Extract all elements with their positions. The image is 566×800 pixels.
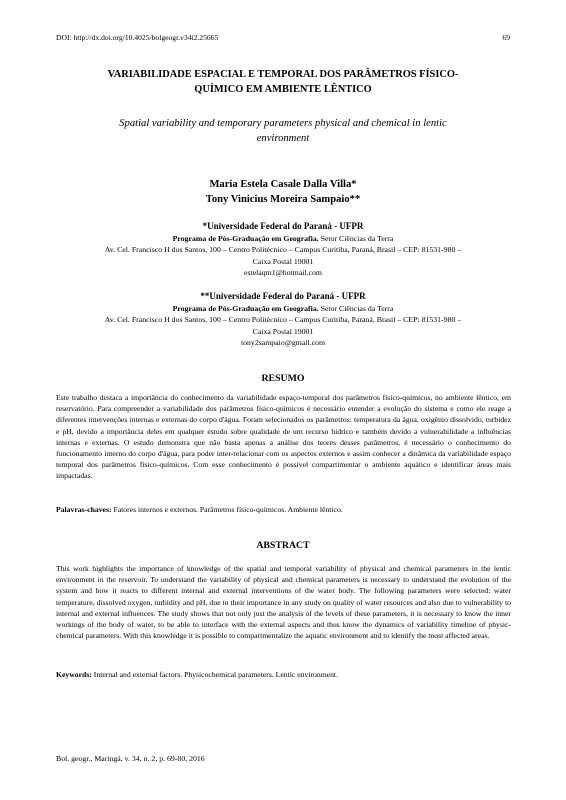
- subtitle-line-2: environment: [256, 133, 310, 144]
- doi-link[interactable]: DOI: http://dx.doi.org/10.4025/bolgeogr.v34i2.25665: [56, 33, 219, 42]
- affiliation-email[interactable]: tony2sampaio@gmail.com: [240, 338, 326, 348]
- title-line-1: VARIABILIDADE ESPACIAL E TEMPORAL DOS PARÂMETROS FÍSICO-: [107, 69, 459, 80]
- affiliation-institution: **Universidade Federal do Paraná - UFPR: [200, 291, 366, 301]
- paper-title: [50, 67, 516, 97]
- subtitle-line-1: Spatial variability and temporary parameters physical and chemical in lentic: [119, 118, 447, 129]
- affiliation-email[interactable]: estelaqm1@hotmail.com: [244, 268, 322, 278]
- affiliation-address: Av. Cel. Francisco H dos Santos, 100 – Centro Politécnico – Campus Curitiba, Paraná, Brasil – CEP: 81531-980 –: [104, 245, 462, 255]
- affiliation-sector: Setor Ciências da Terra: [318, 304, 394, 313]
- keywords-text: Fatores internos e externos. Parâmetros físico-químicos. Ambiente lêntico.: [111, 505, 343, 514]
- keywords-label: Palavras-chaves:: [56, 505, 112, 514]
- keywords-label: Keywords:: [56, 670, 92, 679]
- affiliation-program-line: [50, 233, 516, 244]
- affiliation-po-box: Caixa Postal 19001: [252, 326, 314, 336]
- affiliation-sector: Setor Ciências da Terra: [318, 234, 394, 243]
- author-list: [50, 177, 516, 207]
- affiliation-address: Av. Cel. Francisco H dos Santos, 100 – Centro Politécnico – Campus Curitiba, Paraná, Brasil – CEP: 81531-980 –: [104, 315, 462, 325]
- affiliation-program: Programa de Pós-Graduação em Geografia.: [172, 234, 319, 243]
- paper-subtitle: [60, 116, 506, 146]
- page-number: 69: [502, 33, 510, 42]
- affiliation-block: [50, 290, 516, 349]
- keywords: [56, 669, 511, 680]
- journal-footer: Bol. geogr., Maringá, v. 34, n. 2, p. 69-80, 2016: [56, 754, 205, 763]
- affiliation-program: Programa de Pós-Graduação em Geografia.: [172, 304, 319, 313]
- author-name: Maria Estela Casale Dalla Villa*: [209, 179, 357, 190]
- title-line-2: QUÍMICO EM AMBIENTE LÊNTICO: [194, 84, 372, 95]
- affiliation-program-line: [50, 303, 516, 314]
- resumo-heading: RESUMO: [261, 373, 305, 384]
- author-name: Tony Vinicius Moreira Sampaio**: [205, 194, 361, 205]
- resumo-text: Este trabalho destaca a importância do conhecimento da variabilidade espaço-temporal dos parâmetros físico-químicos, no ambiente lêntico, em reservatório. Para compreender a variabilidade dos parâmetros físico-químicos é necessário entender a evolução do sistema e como ele reage a diferentes intervenções internas e externas do corpo d'água. Foram selecionados os parâmetros: temperatura da água, oxigênio dissolvido, turbidez e pH, devido a importância deles em qualquer estudo sobre qualidade de um recurso hídrico e também devido a vulnerabilidade a influências internas e externas. O estudo demonstra que não basta apenas a análise dos teores desses parâmetros, é necessário o conhecimento do funcionamento interno do corpo d'água, para poder inter-relacionar com os aspectos externos e assim conhecer a dinâmica da variabilidade espaço temporal dos parâmetros físico-químicos. Com esse conhecimento é possível compartimentar o ambiente aquático e identificar áreas mais impactadas.: [56, 393, 511, 481]
- running-header: [56, 33, 510, 42]
- affiliation-institution: *Universidade Federal do Paraná - UFPR: [202, 221, 364, 231]
- affiliation-block: [50, 220, 516, 279]
- keywords-text: Internal and external factors. Physicochemical parameters. Lentic environment.: [91, 670, 338, 679]
- affiliation-po-box: Caixa Postal 19001: [252, 256, 314, 266]
- palavras-chave: [56, 504, 511, 515]
- abstract-heading: ABSTRACT: [256, 540, 310, 551]
- abstract-text: This work highlights the importance of knowledge of the spatial and temporal variability of physical and chemical parameters in the lentic environment in the reservoir. To understand the variability of physical and chemical parameters is necessary to understand the evolution of the system and how it reacts to different internal and external interventions of the water body. The following parameters were selected: water temperature, dissolved oxygen, turbidity and pH, due to their importance in any study on quality of water resources and also due to vulnerability to internal and external influences. The study shows that not only just the analysis of the levels of these parameters, it is necessary to know the inner workings of the body of water, to be able to interface with the external aspects and thus know the dynamics of variability timeline of physic-chemical parameters. With this knowledge it is possible to compartmentalize the aquatic environment and to identify the most affected areas.: [56, 564, 511, 641]
